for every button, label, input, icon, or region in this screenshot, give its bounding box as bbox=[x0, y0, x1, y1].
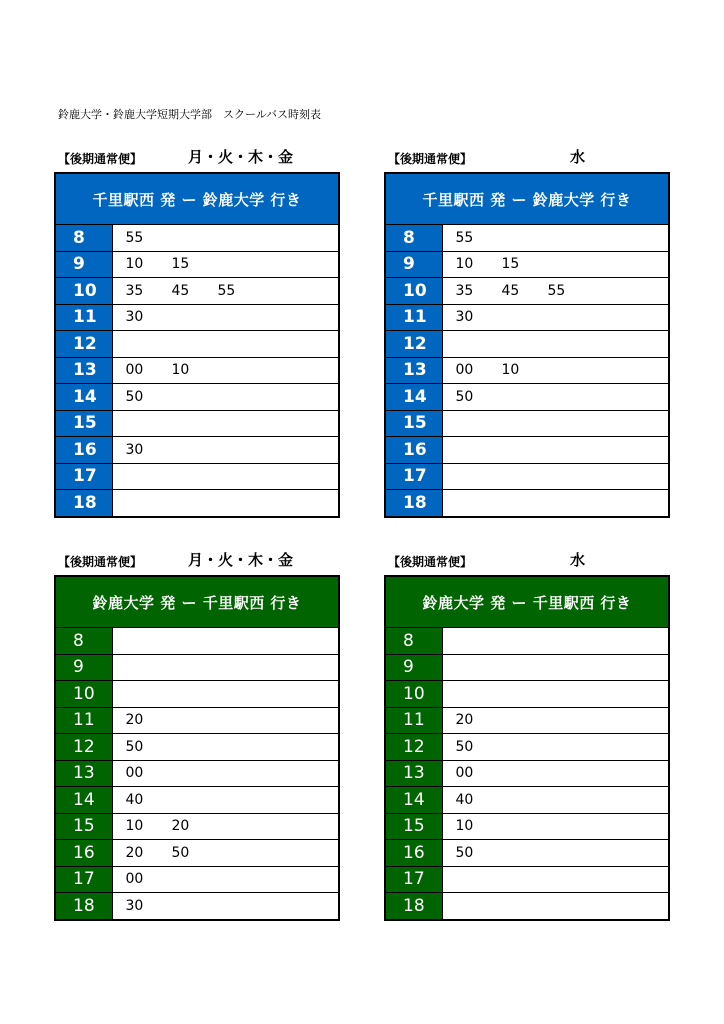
minutes-cell bbox=[442, 813, 669, 840]
departure-minute: 15 bbox=[171, 256, 190, 273]
table-row bbox=[55, 463, 339, 490]
minutes-cell bbox=[112, 278, 339, 305]
minutes-cell bbox=[442, 840, 669, 867]
minutes-cell bbox=[442, 893, 669, 920]
minutes-cell bbox=[442, 490, 669, 517]
timetable-body bbox=[55, 628, 339, 920]
table-row bbox=[385, 437, 669, 464]
departure-minute: 30 bbox=[125, 897, 144, 914]
timetable-block bbox=[388, 148, 674, 513]
hour-cell: 15 bbox=[55, 410, 112, 437]
minutes-cell bbox=[442, 707, 669, 734]
table-row bbox=[55, 760, 339, 787]
departure-minute: 35 bbox=[125, 282, 144, 299]
minutes-cell bbox=[112, 707, 339, 734]
table-row bbox=[385, 760, 669, 787]
table-row bbox=[385, 225, 669, 252]
departure-minute: 00 bbox=[455, 362, 474, 379]
minutes-cell bbox=[442, 437, 669, 464]
direction-header: 千里駅西 発 ー 鈴鹿大学 行き bbox=[385, 173, 669, 225]
departure-minute: 55 bbox=[547, 282, 566, 299]
table-row bbox=[55, 840, 339, 867]
timetable bbox=[384, 172, 670, 518]
days-label: 水 bbox=[570, 551, 586, 569]
departure-minute: 00 bbox=[125, 871, 144, 888]
hour-cell: 16 bbox=[55, 437, 112, 464]
table-row bbox=[55, 251, 339, 278]
table-row bbox=[385, 813, 669, 840]
departure-minute: 10 bbox=[455, 818, 474, 835]
minutes-cell bbox=[442, 357, 669, 384]
days-label: 月・火・木・金 bbox=[188, 551, 294, 569]
departure-minute: 40 bbox=[125, 791, 144, 808]
hour-cell: 17 bbox=[385, 866, 442, 893]
minutes-cell bbox=[442, 278, 669, 305]
departure-minute: 10 bbox=[125, 818, 144, 835]
hour-cell: 14 bbox=[55, 384, 112, 411]
table-row bbox=[55, 304, 339, 331]
minutes-cell bbox=[442, 225, 669, 252]
departure-minute: 50 bbox=[455, 844, 474, 861]
term-label: 【後期通常便】 bbox=[388, 152, 473, 166]
table-row bbox=[385, 707, 669, 734]
departure-minute: 50 bbox=[455, 388, 474, 405]
departure-minute: 30 bbox=[125, 309, 144, 326]
hour-cell: 12 bbox=[55, 734, 112, 761]
direction-header: 鈴鹿大学 発 ー 千里駅西 行き bbox=[55, 576, 339, 628]
table-row bbox=[55, 357, 339, 384]
minutes-cell bbox=[112, 384, 339, 411]
hour-cell: 12 bbox=[55, 331, 112, 358]
table-row bbox=[55, 813, 339, 840]
departure-minute: 00 bbox=[455, 765, 474, 782]
departure-minute: 20 bbox=[125, 712, 144, 729]
days-label: 月・火・木・金 bbox=[188, 148, 294, 166]
minutes-cell bbox=[112, 437, 339, 464]
table-row bbox=[385, 654, 669, 681]
hour-cell: 13 bbox=[55, 357, 112, 384]
direction-header: 鈴鹿大学 発 ー 千里駅西 行き bbox=[385, 576, 669, 628]
hour-cell: 17 bbox=[55, 463, 112, 490]
term-label: 【後期通常便】 bbox=[58, 555, 143, 569]
minutes-cell bbox=[112, 654, 339, 681]
table-row bbox=[55, 681, 339, 708]
minutes-cell bbox=[112, 357, 339, 384]
table-row bbox=[385, 893, 669, 920]
minutes-cell bbox=[112, 840, 339, 867]
table-row bbox=[385, 840, 669, 867]
hour-cell: 10 bbox=[385, 278, 442, 305]
departure-minute: 00 bbox=[125, 765, 144, 782]
table-row bbox=[55, 384, 339, 411]
minutes-cell bbox=[442, 866, 669, 893]
hour-cell: 10 bbox=[385, 681, 442, 708]
table-row bbox=[55, 734, 339, 761]
timetable bbox=[384, 575, 670, 921]
timetable-body bbox=[385, 628, 669, 920]
hour-cell: 9 bbox=[55, 251, 112, 278]
hour-cell: 18 bbox=[55, 490, 112, 517]
departure-minute: 50 bbox=[125, 738, 144, 755]
departure-minute: 50 bbox=[125, 388, 144, 405]
hour-cell: 15 bbox=[385, 813, 442, 840]
table-row bbox=[55, 628, 339, 655]
table-row bbox=[385, 331, 669, 358]
hour-cell: 8 bbox=[55, 628, 112, 655]
minutes-cell bbox=[112, 304, 339, 331]
minutes-cell bbox=[442, 654, 669, 681]
page-title: 鈴鹿大学・鈴鹿大学短期大学部 スクールバス時刻表 bbox=[58, 108, 322, 121]
minutes-cell bbox=[112, 681, 339, 708]
hour-cell: 8 bbox=[385, 628, 442, 655]
table-row bbox=[55, 490, 339, 517]
hour-cell: 16 bbox=[55, 840, 112, 867]
departure-minute: 10 bbox=[455, 256, 474, 273]
table-row bbox=[385, 384, 669, 411]
hour-cell: 11 bbox=[55, 707, 112, 734]
table-row bbox=[55, 278, 339, 305]
departure-minute: 10 bbox=[171, 362, 190, 379]
hour-cell: 18 bbox=[385, 893, 442, 920]
days-label: 水 bbox=[570, 148, 586, 166]
departure-minute: 15 bbox=[501, 256, 520, 273]
table-row bbox=[385, 410, 669, 437]
hour-cell: 11 bbox=[385, 707, 442, 734]
table-row bbox=[385, 304, 669, 331]
hour-cell: 14 bbox=[55, 787, 112, 814]
minutes-cell bbox=[442, 304, 669, 331]
hour-cell: 17 bbox=[55, 866, 112, 893]
timetable-block bbox=[58, 148, 344, 513]
table-row bbox=[385, 490, 669, 517]
departure-minute: 00 bbox=[125, 362, 144, 379]
departure-minute: 55 bbox=[217, 282, 236, 299]
minutes-cell bbox=[112, 813, 339, 840]
minutes-cell bbox=[442, 628, 669, 655]
hour-cell: 8 bbox=[55, 225, 112, 252]
minutes-cell bbox=[442, 681, 669, 708]
departure-minute: 50 bbox=[171, 844, 190, 861]
hour-cell: 18 bbox=[55, 893, 112, 920]
table-row bbox=[55, 437, 339, 464]
timetable-body bbox=[55, 225, 339, 517]
hour-cell: 15 bbox=[385, 410, 442, 437]
minutes-cell bbox=[112, 331, 339, 358]
hour-cell: 14 bbox=[385, 787, 442, 814]
hour-cell: 13 bbox=[385, 760, 442, 787]
hour-cell: 10 bbox=[55, 278, 112, 305]
table-row bbox=[385, 357, 669, 384]
minutes-cell bbox=[112, 225, 339, 252]
departure-minute: 20 bbox=[171, 818, 190, 835]
minutes-cell bbox=[442, 734, 669, 761]
table-row bbox=[55, 787, 339, 814]
hour-cell: 8 bbox=[385, 225, 442, 252]
minutes-cell bbox=[112, 787, 339, 814]
table-row bbox=[385, 278, 669, 305]
term-label: 【後期通常便】 bbox=[58, 152, 143, 166]
table-row bbox=[385, 251, 669, 278]
minutes-cell bbox=[442, 787, 669, 814]
departure-minute: 35 bbox=[455, 282, 474, 299]
table-row bbox=[385, 734, 669, 761]
minutes-cell bbox=[442, 410, 669, 437]
departure-minute: 40 bbox=[455, 791, 474, 808]
table-row bbox=[55, 866, 339, 893]
departure-minute: 45 bbox=[501, 282, 520, 299]
table-row bbox=[385, 463, 669, 490]
departure-minute: 30 bbox=[455, 309, 474, 326]
hour-cell: 16 bbox=[385, 840, 442, 867]
hour-cell: 13 bbox=[385, 357, 442, 384]
minutes-cell bbox=[442, 760, 669, 787]
table-row bbox=[55, 893, 339, 920]
hour-cell: 10 bbox=[55, 681, 112, 708]
departure-minute: 20 bbox=[125, 844, 144, 861]
timetable bbox=[54, 172, 340, 518]
table-row bbox=[55, 654, 339, 681]
hour-cell: 16 bbox=[385, 437, 442, 464]
timetable bbox=[54, 575, 340, 921]
departure-minute: 20 bbox=[455, 712, 474, 729]
table-row bbox=[55, 410, 339, 437]
departure-minute: 55 bbox=[455, 229, 474, 246]
departure-minute: 10 bbox=[125, 256, 144, 273]
departure-minute: 45 bbox=[171, 282, 190, 299]
minutes-cell bbox=[112, 410, 339, 437]
hour-cell: 12 bbox=[385, 734, 442, 761]
timetable-block bbox=[58, 551, 344, 916]
minutes-cell bbox=[442, 463, 669, 490]
minutes-cell bbox=[442, 331, 669, 358]
table-row bbox=[385, 866, 669, 893]
minutes-cell bbox=[112, 628, 339, 655]
minutes-cell bbox=[112, 893, 339, 920]
direction-header: 千里駅西 発 ー 鈴鹿大学 行き bbox=[55, 173, 339, 225]
timetable-body bbox=[385, 225, 669, 517]
hour-cell: 9 bbox=[385, 251, 442, 278]
table-row bbox=[385, 628, 669, 655]
minutes-cell bbox=[442, 251, 669, 278]
departure-minute: 30 bbox=[125, 441, 144, 458]
hour-cell: 17 bbox=[385, 463, 442, 490]
minutes-cell bbox=[112, 760, 339, 787]
hour-cell: 9 bbox=[55, 654, 112, 681]
table-row bbox=[385, 787, 669, 814]
table-row bbox=[55, 225, 339, 252]
timetable-block bbox=[388, 551, 674, 916]
departure-minute: 55 bbox=[125, 229, 144, 246]
hour-cell: 12 bbox=[385, 331, 442, 358]
minutes-cell bbox=[112, 463, 339, 490]
departure-minute: 50 bbox=[455, 738, 474, 755]
table-row bbox=[55, 707, 339, 734]
minutes-cell bbox=[112, 866, 339, 893]
table-row bbox=[55, 331, 339, 358]
hour-cell: 18 bbox=[385, 490, 442, 517]
hour-cell: 11 bbox=[55, 304, 112, 331]
minutes-cell bbox=[112, 734, 339, 761]
minutes-cell bbox=[112, 490, 339, 517]
hour-cell: 13 bbox=[55, 760, 112, 787]
minutes-cell bbox=[442, 384, 669, 411]
hour-cell: 9 bbox=[385, 654, 442, 681]
minutes-cell bbox=[112, 251, 339, 278]
hour-cell: 14 bbox=[385, 384, 442, 411]
hour-cell: 15 bbox=[55, 813, 112, 840]
table-row bbox=[385, 681, 669, 708]
departure-minute: 10 bbox=[501, 362, 520, 379]
term-label: 【後期通常便】 bbox=[388, 555, 473, 569]
hour-cell: 11 bbox=[385, 304, 442, 331]
